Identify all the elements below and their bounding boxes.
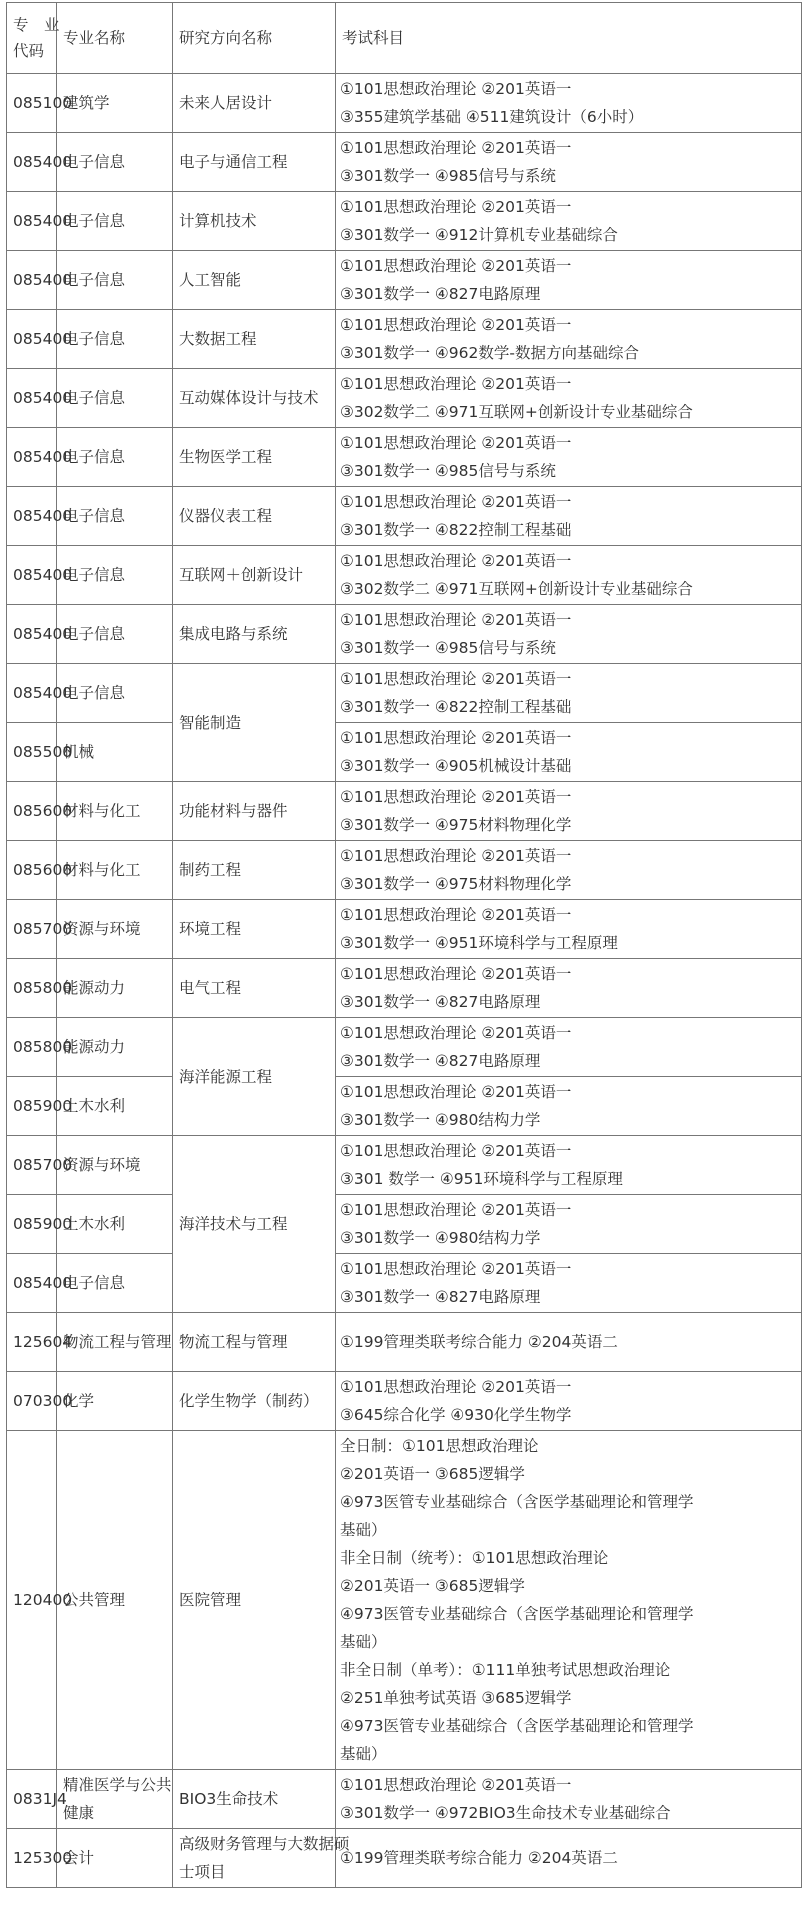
subjects-line: ①101思想政治理论 ②201英语一 xyxy=(340,670,572,688)
direction-name-cell: 互联网＋创新设计 xyxy=(173,546,336,605)
major-code-cell: 085400 xyxy=(7,133,57,192)
exam-subjects-cell xyxy=(336,782,802,841)
major-name-cell: 资源与环境 xyxy=(57,900,173,959)
subjects-line: ②201英语一 ③685逻辑学 xyxy=(340,1577,525,1595)
subjects-line: ①101思想政治理论 ②201英语一 xyxy=(340,1378,572,1396)
table-row xyxy=(7,1018,802,1077)
table-row xyxy=(7,1136,802,1195)
major-name-cell: 电子信息 xyxy=(57,428,173,487)
exam-subjects-table xyxy=(6,2,802,1888)
major-code-cell: 0831J4 xyxy=(7,1770,57,1829)
subjects-line: 全日制：①101思想政治理论 xyxy=(340,1437,539,1455)
subjects-line: 基础） xyxy=(340,1745,387,1763)
major-code-cell: 085400 xyxy=(7,251,57,310)
table-row xyxy=(7,487,802,546)
subjects-line: ③301 数学一 ④951环境科学与工程原理 xyxy=(340,1170,623,1188)
major-name-cell: 电子信息 xyxy=(57,487,173,546)
admissions-table-wrapper xyxy=(6,2,802,1888)
subjects-line: ①101思想政治理论 ②201英语一 xyxy=(340,1142,572,1160)
subjects-line: ③302数学二 ④971互联网+创新设计专业基础综合 xyxy=(340,403,693,421)
subjects-line: ②201英语一 ③685逻辑学 xyxy=(340,1465,525,1483)
subjects-line: ①101思想政治理论 ②201英语一 xyxy=(340,1083,572,1101)
direction-name-cell: 大数据工程 xyxy=(173,310,336,369)
table-row xyxy=(7,782,802,841)
exam-subjects-cell xyxy=(336,1136,802,1195)
exam-subjects-cell xyxy=(336,1254,802,1313)
exam-subjects-cell xyxy=(336,133,802,192)
direction-name-cell: 电子与通信工程 xyxy=(173,133,336,192)
major-name-cell xyxy=(57,1770,173,1829)
direction-name-cell: 集成电路与系统 xyxy=(173,605,336,664)
direction-name-cell: 电气工程 xyxy=(173,959,336,1018)
major-code-cell: 070300 xyxy=(7,1372,57,1431)
subjects-line: ①101思想政治理论 ②201英语一 xyxy=(340,1776,572,1794)
direction-name-cell: 人工智能 xyxy=(173,251,336,310)
exam-subjects-cell xyxy=(336,841,802,900)
major-name-cell: 能源动力 xyxy=(57,959,173,1018)
subjects-line: ①101思想政治理论 ②201英语一 xyxy=(340,257,572,275)
subjects-line: ③301数学一 ④985信号与系统 xyxy=(340,462,556,480)
subjects-line: ③301数学一 ④827电路原理 xyxy=(340,1288,541,1306)
major-name-line: 精准医学与公共 xyxy=(63,1776,172,1794)
exam-subjects-cell xyxy=(336,369,802,428)
subjects-line: ①101思想政治理论 ②201英语一 xyxy=(340,906,572,924)
subjects-line: ①101思想政治理论 ②201英语一 xyxy=(340,552,572,570)
major-code-cell: 085400 xyxy=(7,664,57,723)
subjects-line: ③301数学一 ④827电路原理 xyxy=(340,993,541,1011)
table-row xyxy=(7,900,802,959)
header-code-line1: 专 业 xyxy=(13,16,60,34)
table-row xyxy=(7,74,802,133)
table-row xyxy=(7,959,802,1018)
subjects-line: ④973医管专业基础综合（含医学基础理论和管理学 xyxy=(340,1493,694,1511)
subjects-line: ④973医管专业基础综合（含医学基础理论和管理学 xyxy=(340,1717,694,1735)
major-code-cell: 120400 xyxy=(7,1431,57,1770)
direction-name-cell: 化学生物学（制药） xyxy=(173,1372,336,1431)
major-name-cell: 电子信息 xyxy=(57,192,173,251)
direction-name-line: 士项目 xyxy=(179,1863,226,1881)
direction-name-cell: 海洋技术与工程 xyxy=(173,1136,336,1313)
subjects-line: 非全日制（单考）：①111单独考试思想政治理论 xyxy=(340,1661,671,1679)
major-name-cell: 电子信息 xyxy=(57,664,173,723)
exam-subjects-cell xyxy=(336,428,802,487)
major-code-cell: 085400 xyxy=(7,192,57,251)
exam-subjects-cell xyxy=(336,1077,802,1136)
direction-name-cell: 环境工程 xyxy=(173,900,336,959)
subjects-line: ③301数学一 ④822控制工程基础 xyxy=(340,521,572,539)
major-code-cell: 085400 xyxy=(7,428,57,487)
table-row xyxy=(7,310,802,369)
subjects-line: ①101思想政治理论 ②201英语一 xyxy=(340,316,572,334)
subjects-line: ③301数学一 ④985信号与系统 xyxy=(340,639,556,657)
subjects-line: ③301数学一 ④827电路原理 xyxy=(340,1052,541,1070)
subjects-line: 非全日制（统考）：①101思想政治理论 xyxy=(340,1549,609,1567)
subjects-line: ③301数学一 ④912计算机专业基础综合 xyxy=(340,226,618,244)
header-row xyxy=(7,3,802,74)
major-name-cell: 电子信息 xyxy=(57,1254,173,1313)
direction-name-cell: 仪器仪表工程 xyxy=(173,487,336,546)
major-code-cell: 085400 xyxy=(7,369,57,428)
header-code-line2: 代码 xyxy=(13,42,45,60)
table-row-public-management xyxy=(7,1431,802,1770)
exam-subjects-cell xyxy=(336,1195,802,1254)
subjects-line: ①101思想政治理论 ②201英语一 xyxy=(340,198,572,216)
exam-subjects-cell xyxy=(336,192,802,251)
major-name-cell: 电子信息 xyxy=(57,251,173,310)
direction-name-cell xyxy=(173,1829,350,1888)
exam-subjects-cell xyxy=(336,1372,802,1431)
exam-subjects-cell xyxy=(336,310,802,369)
table-row xyxy=(7,192,802,251)
subjects-line: ③301数学一 ④822控制工程基础 xyxy=(340,698,572,716)
table-row xyxy=(7,605,802,664)
exam-subjects-cell xyxy=(336,74,802,133)
subjects-line: ①101思想政治理论 ②201英语一 xyxy=(340,965,572,983)
direction-name-cell: 生物医学工程 xyxy=(173,428,336,487)
table-row xyxy=(7,1195,802,1254)
major-code-cell: 085800 xyxy=(7,1018,57,1077)
subjects-line: ③301数学一 ④962数学-数据方向基础综合 xyxy=(340,344,639,362)
subjects-line: ①101思想政治理论 ②201英语一 xyxy=(340,375,572,393)
major-name-cell: 物流工程与管理 xyxy=(57,1313,173,1372)
exam-subjects-cell xyxy=(336,1018,802,1077)
subjects-line: ①101思想政治理论 ②201英语一 xyxy=(340,139,572,157)
major-code-cell: 085100 xyxy=(7,74,57,133)
exam-subjects-cell xyxy=(336,546,802,605)
subjects-line: ②251单独考试英语 ③685逻辑学 xyxy=(340,1689,572,1707)
subjects-line: ③301数学一 ④980结构力学 xyxy=(340,1111,541,1129)
table-row xyxy=(7,664,802,723)
major-name-cell: 土木水利 xyxy=(57,1077,173,1136)
exam-subjects-cell: ①199管理类联考综合能力 ②204英语二 xyxy=(336,1829,802,1888)
major-code-cell: 085400 xyxy=(7,1254,57,1313)
direction-name-cell: 智能制造 xyxy=(173,664,336,782)
major-name-cell: 材料与化工 xyxy=(57,841,173,900)
subjects-line: ③301数学一 ④972BIO3生命技术专业基础综合 xyxy=(340,1804,671,1822)
subjects-line: ①101思想政治理论 ②201英语一 xyxy=(340,493,572,511)
table-row xyxy=(7,251,802,310)
table-row xyxy=(7,546,802,605)
subjects-line: ①101思想政治理论 ②201英语一 xyxy=(340,1201,572,1219)
exam-subjects-cell xyxy=(336,251,802,310)
major-name-cell: 电子信息 xyxy=(57,133,173,192)
major-code-cell: 125604 xyxy=(7,1313,57,1372)
subjects-line: ①101思想政治理论 ②201英语一 xyxy=(340,1260,572,1278)
major-code-cell: 085400 xyxy=(7,546,57,605)
major-code-cell: 085800 xyxy=(7,959,57,1018)
subjects-line: 基础） xyxy=(340,1633,387,1651)
subjects-line: ③301数学一 ④980结构力学 xyxy=(340,1229,541,1247)
major-name-cell: 公共管理 xyxy=(57,1431,173,1770)
major-name-cell: 机械 xyxy=(57,723,173,782)
major-name-cell: 会计 xyxy=(57,1829,173,1888)
major-name-cell: 电子信息 xyxy=(57,310,173,369)
header-major-name: 专业名称 xyxy=(57,3,173,74)
direction-name-cell: 计算机技术 xyxy=(173,192,336,251)
exam-subjects-cell xyxy=(336,605,802,664)
major-name-cell: 建筑学 xyxy=(57,74,173,133)
exam-subjects-cell xyxy=(336,723,802,782)
direction-name-cell: BIO3生命技术 xyxy=(173,1770,336,1829)
subjects-line: ③355建筑学基础 ④511建筑设计（6小时） xyxy=(340,108,644,126)
major-name-cell: 能源动力 xyxy=(57,1018,173,1077)
table-row xyxy=(7,1829,802,1888)
subjects-line: ③302数学二 ④971互联网+创新设计专业基础综合 xyxy=(340,580,693,598)
subjects-line: ③301数学一 ④975材料物理化学 xyxy=(340,875,572,893)
subjects-line: 基础） xyxy=(340,1521,387,1539)
major-name-cell: 资源与环境 xyxy=(57,1136,173,1195)
exam-subjects-cell xyxy=(336,900,802,959)
exam-subjects-cell xyxy=(336,1431,802,1770)
subjects-line: ③301数学一 ④975材料物理化学 xyxy=(340,816,572,834)
direction-name-line: 高级财务管理与大数据硕 xyxy=(179,1835,350,1853)
major-code-cell: 085600 xyxy=(7,841,57,900)
major-name-cell: 化学 xyxy=(57,1372,173,1431)
subjects-line: ①101思想政治理论 ②201英语一 xyxy=(340,611,572,629)
subjects-line: ④973医管专业基础综合（含医学基础理论和管理学 xyxy=(340,1605,694,1623)
major-code-cell: 085400 xyxy=(7,605,57,664)
exam-subjects-cell xyxy=(336,1313,802,1372)
subjects-line: ③301数学一 ④905机械设计基础 xyxy=(340,757,572,775)
direction-name-cell: 物流工程与管理 xyxy=(173,1313,336,1372)
direction-name-cell: 功能材料与器件 xyxy=(173,782,336,841)
direction-name-cell: 互动媒体设计与技术 xyxy=(173,369,336,428)
direction-name-cell: 医院管理 xyxy=(173,1431,336,1770)
table-row xyxy=(7,1770,802,1829)
major-code-cell: 085500 xyxy=(7,723,57,782)
subjects-line: ①101思想政治理论 ②201英语一 xyxy=(340,434,572,452)
major-code-cell: 085400 xyxy=(7,487,57,546)
major-name-line: 健康 xyxy=(63,1804,95,1822)
table-row xyxy=(7,428,802,487)
major-code-cell: 085600 xyxy=(7,782,57,841)
header-major-code xyxy=(7,3,60,74)
direction-name-cell: 未来人居设计 xyxy=(173,74,336,133)
subjects-line: ①101思想政治理论 ②201英语一 xyxy=(340,1024,572,1042)
major-code-cell: 085700 xyxy=(7,900,57,959)
subjects-line: ③645综合化学 ④930化学生物学 xyxy=(340,1406,572,1424)
major-code-cell: 085700 xyxy=(7,1136,57,1195)
subjects-line: ①199管理类联考综合能力 ②204英语二 xyxy=(340,1333,618,1351)
table-row xyxy=(7,1313,802,1372)
major-name-cell: 土木水利 xyxy=(57,1195,173,1254)
exam-subjects-cell xyxy=(336,664,802,723)
major-name-cell: 材料与化工 xyxy=(57,782,173,841)
table-row xyxy=(7,133,802,192)
major-name-cell: 电子信息 xyxy=(57,605,173,664)
table-row xyxy=(7,1077,802,1136)
subjects-line: ①101思想政治理论 ②201英语一 xyxy=(340,729,572,747)
direction-name-cell: 制药工程 xyxy=(173,841,336,900)
exam-subjects-cell xyxy=(336,487,802,546)
subjects-line: ①101思想政治理论 ②201英语一 xyxy=(340,788,572,806)
exam-subjects-cell xyxy=(336,959,802,1018)
major-code-cell: 085900 xyxy=(7,1195,57,1254)
exam-subjects-cell xyxy=(336,1770,802,1829)
major-code-cell: 085400 xyxy=(7,310,57,369)
subjects-line: ③301数学一 ④951环境科学与工程原理 xyxy=(340,934,618,952)
table-row xyxy=(7,369,802,428)
subjects-line: ①101思想政治理论 ②201英语一 xyxy=(340,80,572,98)
major-name-cell: 电子信息 xyxy=(57,369,173,428)
table-row xyxy=(7,841,802,900)
major-code-cell: 125300 xyxy=(7,1829,57,1888)
subjects-line: ③301数学一 ④985信号与系统 xyxy=(340,167,556,185)
header-direction-name: 研究方向名称 xyxy=(173,3,336,74)
subjects-line: ③301数学一 ④827电路原理 xyxy=(340,285,541,303)
table-row xyxy=(7,723,802,782)
major-code-cell: 085900 xyxy=(7,1077,57,1136)
table-row xyxy=(7,1254,802,1313)
direction-name-cell: 海洋能源工程 xyxy=(173,1018,336,1136)
major-name-cell: 电子信息 xyxy=(57,546,173,605)
table-row xyxy=(7,1372,802,1431)
header-exam-subjects: 考试科目 xyxy=(336,3,802,74)
subjects-line: ①101思想政治理论 ②201英语一 xyxy=(340,847,572,865)
